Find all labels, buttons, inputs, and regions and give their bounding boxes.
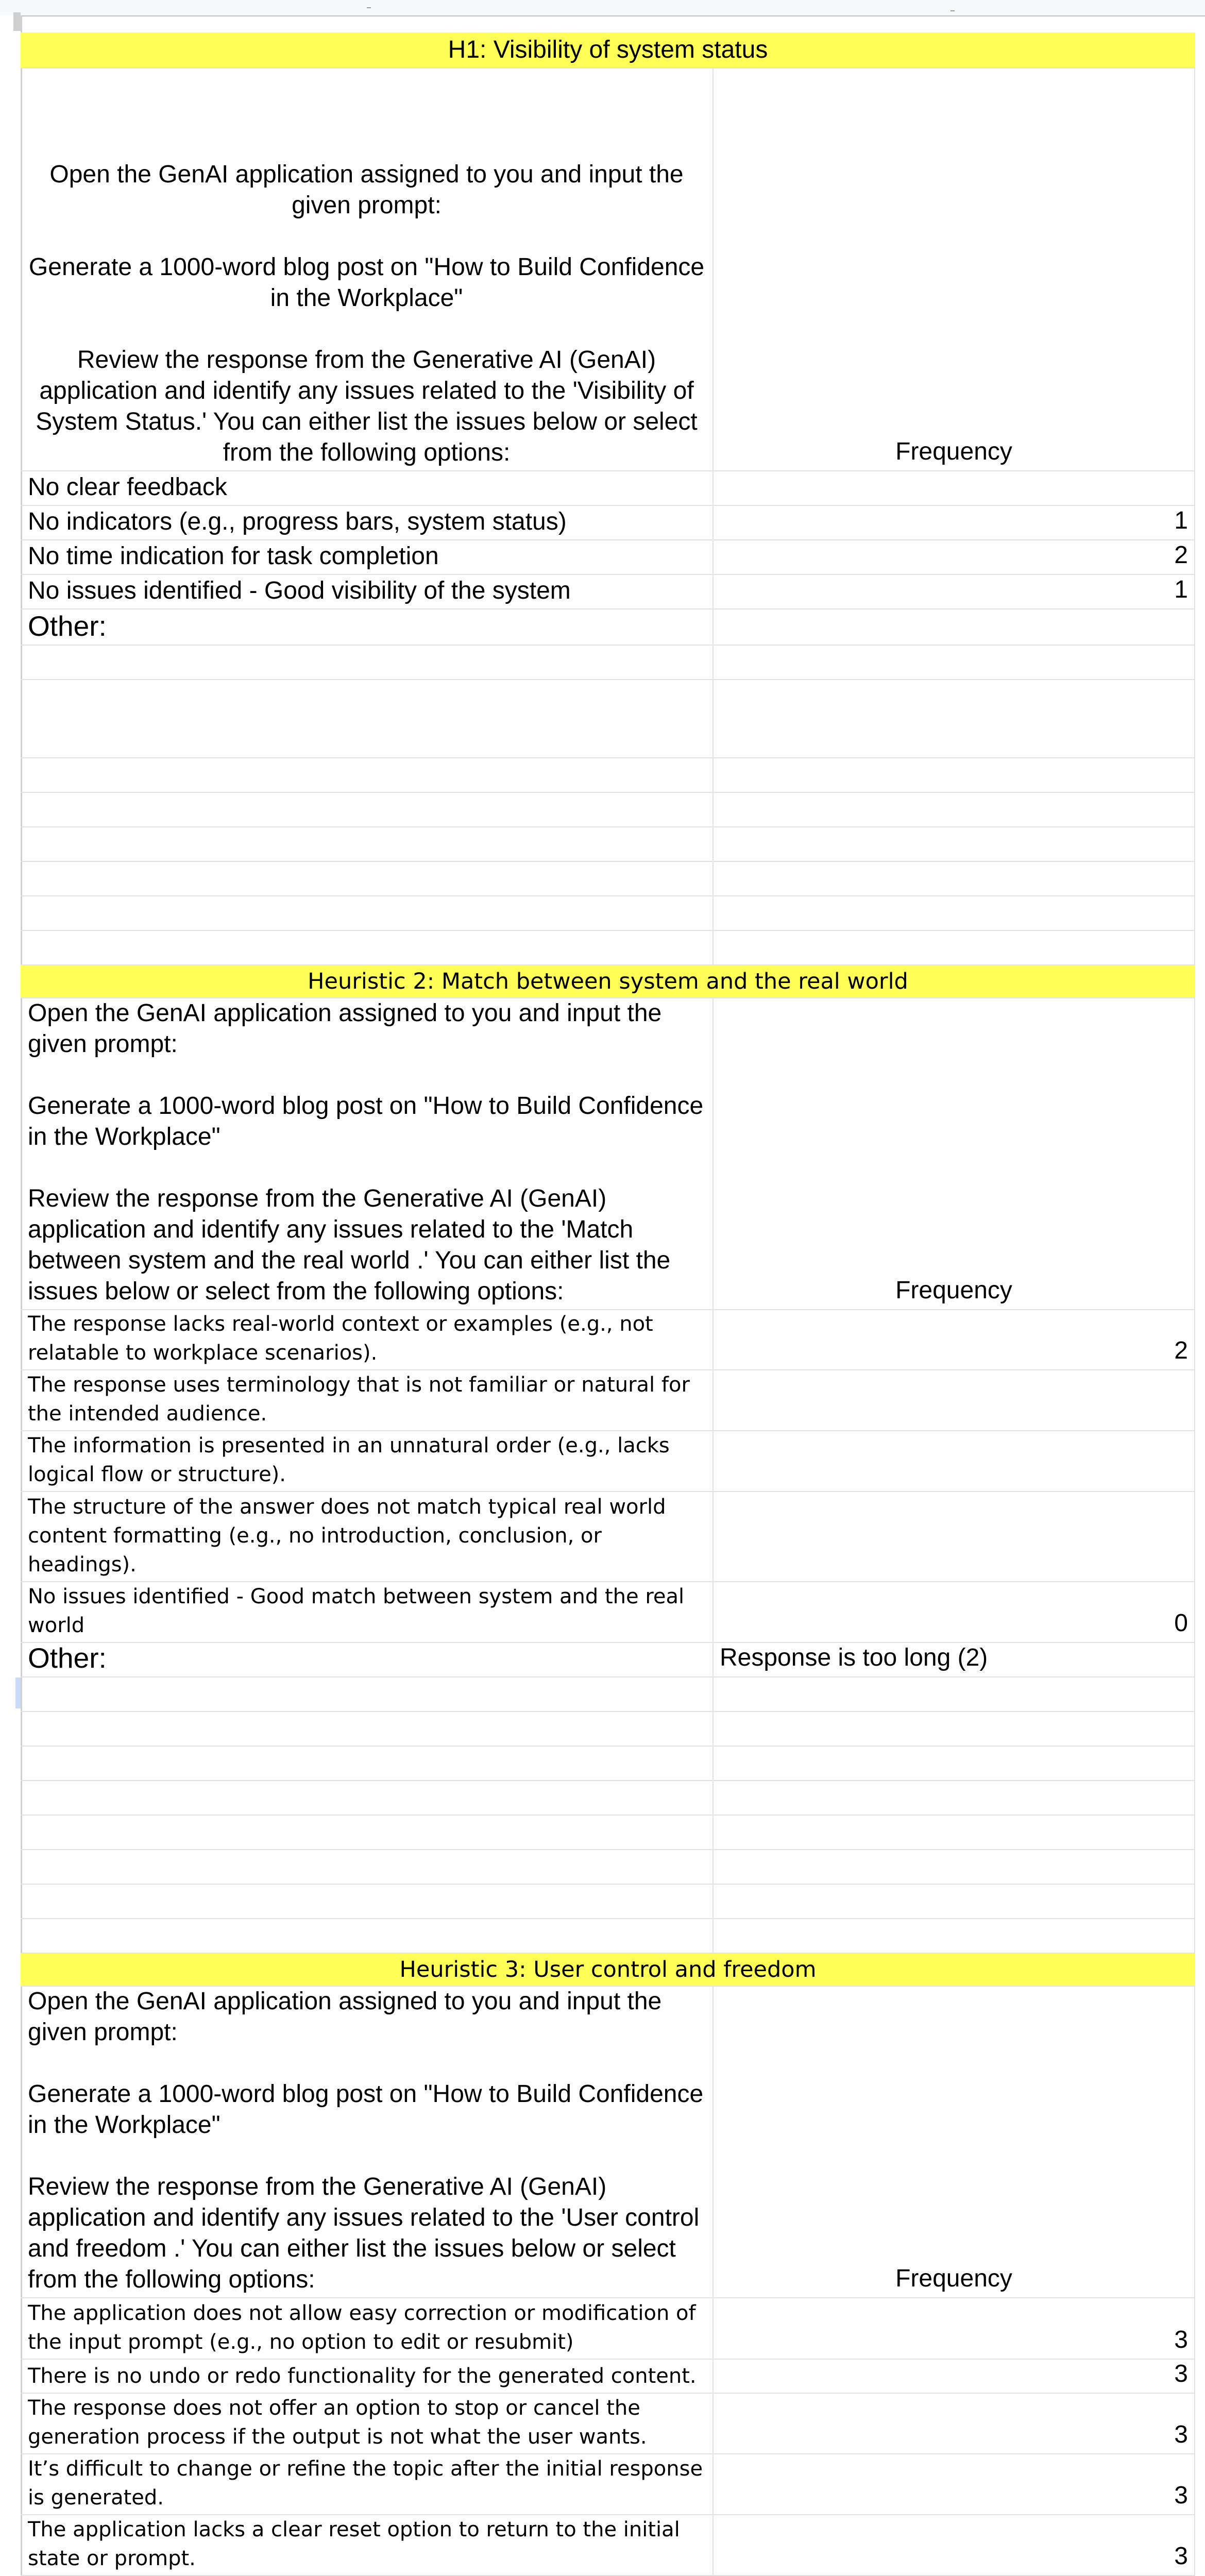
count-cell[interactable]	[714, 575, 1195, 608]
empty-cell[interactable]	[714, 1816, 1195, 1849]
empty-cell[interactable]	[21, 931, 714, 964]
option-label: The information is presented in an unnatural order (e.g., lacks logical flow or structure).	[28, 1434, 676, 1486]
empty-cell[interactable]	[714, 862, 1195, 895]
option-label: No clear feedback	[28, 473, 227, 501]
h2-frequency-label: Frequency	[895, 1277, 1012, 1304]
empty-row[interactable]	[21, 1712, 1195, 1747]
option-count: 3	[1174, 2543, 1188, 2570]
option-count: 1	[1174, 576, 1188, 603]
count-cell[interactable]	[714, 540, 1195, 574]
h3-prompt-text: Open the GenAI application assigned to you and input the given prompt: Generate a 1000-word blog post on "How to Build Confidence in the Workplace" Review the response from the Generative AI (GenAI) application and identify any issues related to the 'User control and freedom .' You can either list the issues below or select from the following options:	[28, 1988, 704, 2293]
h1-prompt-cell[interactable]	[21, 69, 714, 470]
option-label: The structure of the answer does not match typical real world content formatting (e.g., no introduction, conclusion, or headings).	[28, 1495, 673, 1577]
empty-cell[interactable]	[21, 1919, 714, 1953]
table-row[interactable]	[21, 1310, 1195, 1370]
option-cell[interactable]	[21, 471, 714, 505]
empty-cell[interactable]	[714, 1677, 1195, 1711]
option-label: The response does not offer an option to stop or cancel the generation process if the output is not what the user wants.	[28, 2396, 647, 2449]
row-header-gutter	[0, 15, 22, 2576]
table-row[interactable]	[21, 506, 1195, 540]
option-cell[interactable]	[21, 2454, 714, 2514]
empty-row[interactable]	[21, 1885, 1195, 1919]
option-cell[interactable]	[21, 2515, 714, 2575]
count-cell[interactable]	[714, 2454, 1195, 2514]
option-label: No issues identified - Good match between system and the real world	[28, 1585, 691, 1637]
table-row[interactable]	[21, 2298, 1195, 2360]
option-count: 0	[1174, 1609, 1188, 1637]
other-label: Other:	[28, 1643, 107, 1674]
table-row[interactable]	[21, 2515, 1195, 2576]
h2-prompt-row[interactable]	[21, 998, 1195, 1310]
option-label: It’s difficult to change or refine the topic after the initial response is generated.	[28, 2457, 709, 2510]
count-cell[interactable]	[714, 1582, 1195, 1642]
empty-cell[interactable]	[21, 1850, 714, 1884]
empty-cell[interactable]	[714, 1747, 1195, 1780]
empty-row[interactable]	[21, 1816, 1195, 1850]
table-row[interactable]	[21, 1582, 1195, 1643]
h2-banner-title: Heuristic 2: Match between system and the real world	[308, 969, 908, 994]
column-b-header[interactable]	[951, 7, 955, 11]
empty-cell[interactable]	[21, 1885, 714, 1918]
h3-banner-row[interactable]	[21, 1954, 1195, 1987]
option-label: The application does not allow easy correction or modification of the input prompt (e.g., no option to edit or resubmit)	[28, 2301, 703, 2354]
other-value: Response is too long (2)	[720, 1644, 988, 1671]
other-value-cell[interactable]	[714, 1643, 1195, 1676]
option-count: 1	[1174, 507, 1188, 534]
empty-cell[interactable]	[21, 1747, 714, 1780]
h2-banner-row[interactable]	[21, 965, 1195, 998]
option-cell[interactable]	[21, 506, 714, 539]
h1-banner-title: H1: Visibility of system status	[448, 36, 768, 63]
option-label: No issues identified - Good visibility of the system	[28, 577, 571, 604]
option-count: 3	[1174, 2421, 1188, 2448]
h3-frequency-header-cell[interactable]	[714, 1987, 1195, 2297]
option-count: 3	[1174, 2326, 1188, 2353]
option-cell[interactable]	[21, 1370, 714, 1430]
empty-cell[interactable]	[714, 1885, 1195, 1918]
table-row[interactable]	[21, 1431, 1195, 1492]
empty-row[interactable]	[21, 896, 1195, 931]
empty-cell[interactable]	[714, 680, 1195, 757]
empty-cell[interactable]	[714, 758, 1195, 792]
empty-cell[interactable]	[21, 758, 714, 792]
count-cell[interactable]	[714, 1492, 1195, 1581]
table-row[interactable]	[21, 2360, 1195, 2394]
option-cell[interactable]	[21, 1582, 714, 1642]
h2-prompt-text: Open the GenAI application assigned to you and input the given prompt: Generate a 1000-word blog post on "How to Build Confidence in the Workplace" Review the response from the Generative AI (GenAI) application and identify any issues related to the 'Match between system and the real world .' You can either list the issues below or select from the following options:	[28, 999, 704, 1305]
h1-prompt-text: Open the GenAI application assigned to you and input the given prompt: Generate a 1000-word blog post on "How to Build Confidence in the Workplace" Review the response from the Generative AI (GenAI) application and identify any issues related to the 'Visibility of System Status.' You can either list the issues below or select from the following options:	[28, 161, 705, 466]
h1-other-row[interactable]	[21, 609, 1195, 646]
empty-row[interactable]	[21, 1919, 1195, 1954]
option-label: No indicators (e.g., progress bars, system status)	[28, 508, 567, 535]
empty-cell[interactable]	[714, 1781, 1195, 1815]
h3-prompt-cell[interactable]	[21, 1987, 714, 2297]
empty-cell[interactable]	[21, 896, 714, 930]
table-row[interactable]	[21, 2394, 1195, 2454]
empty-cell[interactable]	[21, 1816, 714, 1849]
empty-row[interactable]	[21, 1850, 1195, 1885]
table-row[interactable]	[21, 2454, 1195, 2515]
count-cell[interactable]	[714, 2394, 1195, 2453]
h1-frequency-label: Frequency	[895, 438, 1012, 465]
empty-row[interactable]	[21, 1677, 1195, 1712]
empty-row[interactable]	[21, 1781, 1195, 1816]
option-count: 3	[1174, 2360, 1188, 2387]
option-label: There is no undo or redo functionality for the generated content.	[28, 2364, 697, 2388]
empty-row[interactable]	[21, 931, 1195, 965]
option-count: 2	[1174, 541, 1188, 569]
empty-cell[interactable]	[21, 793, 714, 826]
option-label: The application lacks a clear reset option to return to the initial state or prompt.	[28, 2518, 687, 2570]
h1-frequency-header-cell[interactable]	[714, 69, 1195, 470]
other-value-cell[interactable]	[714, 609, 1195, 645]
option-cell[interactable]	[21, 2394, 714, 2453]
h3-banner-title: Heuristic 3: User control and freedom	[399, 1957, 817, 1982]
empty-cell[interactable]	[714, 1850, 1195, 1884]
empty-cell[interactable]	[714, 1919, 1195, 1953]
option-cell[interactable]	[21, 1492, 714, 1581]
empty-cell[interactable]	[714, 931, 1195, 964]
other-label-cell[interactable]	[21, 609, 714, 645]
empty-cell[interactable]	[21, 1677, 714, 1711]
option-cell[interactable]	[21, 1310, 714, 1369]
option-cell[interactable]	[21, 575, 714, 608]
empty-cell[interactable]	[21, 680, 714, 757]
option-count: 2	[1174, 1337, 1188, 1364]
empty-row[interactable]	[21, 680, 1195, 758]
count-cell[interactable]	[714, 2298, 1195, 2359]
empty-cell[interactable]	[21, 827, 714, 861]
empty-cell[interactable]	[21, 1781, 714, 1815]
empty-row[interactable]	[21, 646, 1195, 680]
empty-cell[interactable]	[714, 827, 1195, 861]
option-cell[interactable]	[21, 540, 714, 574]
count-cell[interactable]	[714, 2360, 1195, 2393]
h2-frequency-header-cell[interactable]	[714, 998, 1195, 1309]
count-cell[interactable]	[714, 1370, 1195, 1430]
row-selection-marker	[15, 1677, 21, 1708]
option-cell[interactable]	[21, 2360, 714, 2393]
empty-row[interactable]	[21, 758, 1195, 793]
empty-row[interactable]	[21, 862, 1195, 896]
empty-cell[interactable]	[714, 793, 1195, 826]
empty-cell[interactable]	[714, 646, 1195, 679]
option-count: 3	[1174, 2482, 1188, 2509]
count-cell[interactable]	[714, 471, 1195, 505]
count-cell[interactable]	[714, 1431, 1195, 1491]
empty-row[interactable]	[21, 1747, 1195, 1781]
h3-frequency-label: Frequency	[895, 2265, 1012, 2292]
h2-prompt-cell[interactable]	[21, 998, 714, 1309]
count-cell[interactable]	[714, 2515, 1195, 2575]
table-row[interactable]	[21, 540, 1195, 575]
count-cell[interactable]	[714, 1310, 1195, 1369]
empty-row[interactable]	[21, 793, 1195, 827]
empty-cell[interactable]	[714, 896, 1195, 930]
h2-other-row[interactable]	[21, 1643, 1195, 1677]
table-row[interactable]	[21, 471, 1195, 506]
option-label: No time indication for task completion	[28, 543, 439, 570]
other-label: Other:	[28, 610, 107, 642]
option-label: The response uses terminology that is not familiar or natural for the intended audience.	[28, 1373, 697, 1426]
empty-cell[interactable]	[21, 646, 714, 679]
table-row[interactable]	[21, 575, 1195, 609]
h1-prompt-row[interactable]	[21, 69, 1195, 471]
column-a-header[interactable]	[367, 7, 371, 11]
empty-row[interactable]	[21, 827, 1195, 862]
option-label: The response lacks real-world context or examples (e.g., not relatable to workplace scenarios).	[28, 1312, 660, 1365]
count-cell[interactable]	[714, 506, 1195, 539]
select-all-corner[interactable]	[13, 12, 21, 31]
empty-cell[interactable]	[21, 1712, 714, 1745]
empty-cell[interactable]	[21, 862, 714, 895]
column-header-bar	[0, 0, 1205, 16]
table-row[interactable]	[21, 1370, 1195, 1431]
other-label-cell[interactable]	[21, 1643, 714, 1676]
h1-banner-row[interactable]	[21, 32, 1195, 69]
option-cell[interactable]	[21, 2298, 714, 2359]
table-row[interactable]	[21, 1492, 1195, 1582]
h3-prompt-row[interactable]	[21, 1987, 1195, 2298]
empty-cell[interactable]	[714, 1712, 1195, 1745]
option-cell[interactable]	[21, 1431, 714, 1491]
